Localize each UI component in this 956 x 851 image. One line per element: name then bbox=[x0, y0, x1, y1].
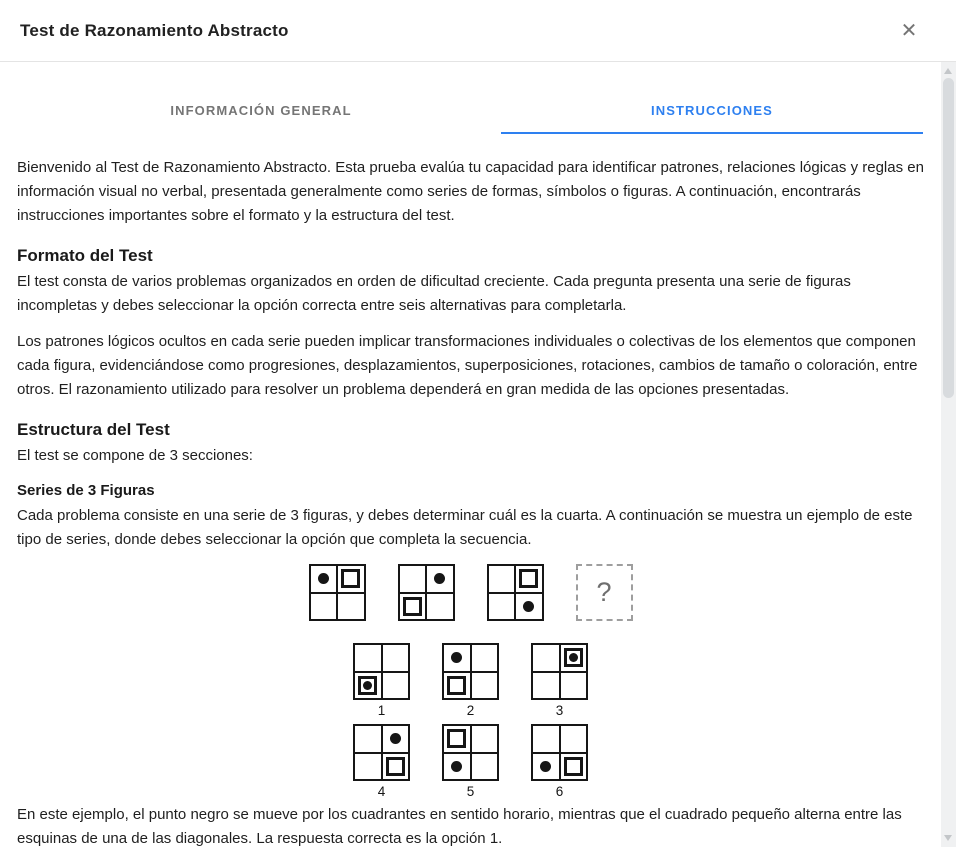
estructura-heading: Estructura del Test bbox=[17, 420, 170, 439]
figure-cell-tl bbox=[355, 645, 381, 671]
figure-cell-tr bbox=[383, 645, 409, 671]
answer-option-2 bbox=[442, 643, 499, 718]
answer-option-4 bbox=[353, 724, 410, 799]
figure-cell-tl bbox=[533, 645, 559, 671]
option-figure bbox=[442, 724, 499, 781]
tab-gap bbox=[472, 88, 501, 134]
option-figure bbox=[531, 643, 588, 700]
figure-cell-tl bbox=[355, 726, 381, 752]
figure-cell-tr bbox=[383, 726, 409, 752]
instructions-content bbox=[0, 134, 941, 851]
option-figure bbox=[353, 643, 410, 700]
figure-cell-tr bbox=[561, 645, 587, 671]
question-mark: ? bbox=[596, 577, 612, 607]
figure-cell-bl bbox=[444, 673, 470, 699]
black-dot-icon bbox=[540, 761, 551, 772]
square-with-dot-icon bbox=[358, 676, 377, 695]
option-label: 4 bbox=[377, 784, 386, 799]
black-dot-icon bbox=[451, 652, 462, 663]
option-label: 1 bbox=[377, 703, 386, 718]
figure-cell-tl bbox=[444, 726, 470, 752]
figure-cell-tr bbox=[472, 726, 498, 752]
formato-paragraph-1: El test consta de varios problemas organizados en orden de dificultad creciente. Cada pregunta presenta una serie de figuras incompletas y debes seleccionar la opción correcta entre seis alternativas para completarla. bbox=[17, 273, 851, 314]
close-icon[interactable]: ✕ bbox=[900, 19, 918, 42]
example-figure bbox=[398, 564, 455, 621]
figure-cell-br bbox=[516, 594, 542, 620]
series-heading: Series de 3 Figuras bbox=[17, 482, 155, 499]
small-square-icon bbox=[447, 729, 466, 748]
small-square-icon bbox=[386, 757, 405, 776]
black-dot-icon bbox=[390, 733, 401, 744]
black-dot-icon bbox=[363, 681, 372, 690]
black-dot-icon bbox=[434, 573, 445, 584]
formato-heading: Formato del Test bbox=[17, 246, 153, 265]
option-label: 6 bbox=[555, 784, 564, 799]
vertical-scrollbar[interactable] bbox=[941, 62, 956, 847]
small-square-icon bbox=[519, 569, 538, 588]
figure-cell-tl bbox=[533, 726, 559, 752]
scrollbar-thumb[interactable] bbox=[943, 78, 954, 398]
answer-option-6 bbox=[531, 724, 588, 799]
figure-cell-bl bbox=[533, 673, 559, 699]
answer-option-5 bbox=[442, 724, 499, 799]
figure-cell-tr bbox=[427, 566, 453, 592]
figure-cell-br bbox=[561, 673, 587, 699]
figure-cell-tr bbox=[516, 566, 542, 592]
option-label: 5 bbox=[466, 784, 475, 799]
figure-cell-bl bbox=[355, 754, 381, 780]
figure-cell-bl bbox=[400, 594, 426, 620]
example-figure bbox=[487, 564, 544, 621]
figure-cell-tr bbox=[472, 645, 498, 671]
intro-paragraph: Bienvenido al Test de Razonamiento Abstracto. Esta prueba evalúa tu capacidad para identificar patrones, relaciones lógicas y reglas en información visual no verbal, presentada generalmente como series de formas, símbolos o figuras. A continuación, encontrarás instrucciones importantes sobre el formato y la estructura del test. bbox=[17, 159, 924, 224]
option-label: 2 bbox=[466, 703, 475, 718]
scrollbar-up-arrow-icon[interactable] bbox=[944, 68, 952, 74]
series-paragraph: Cada problema consiste en una serie de 3 figuras, y debes determinar cuál es la cuarta. A continuación se muestra un ejemplo de este tipo de series, donde debes seleccionar la opción que completa la secuencia. bbox=[17, 507, 913, 548]
small-square-icon bbox=[564, 757, 583, 776]
small-square-icon bbox=[341, 569, 360, 588]
figure-cell-br bbox=[338, 594, 364, 620]
answer-option-3 bbox=[531, 643, 588, 718]
estructura-paragraph: El test se compone de 3 secciones: bbox=[17, 447, 253, 464]
figure-cell-br bbox=[383, 754, 409, 780]
small-square-icon bbox=[403, 597, 422, 616]
scrollbar-down-arrow-icon[interactable] bbox=[944, 835, 952, 841]
figure-cell-tl bbox=[489, 566, 515, 592]
figure-cell-br bbox=[427, 594, 453, 620]
example-series-row bbox=[17, 564, 924, 621]
black-dot-icon bbox=[318, 573, 329, 584]
black-dot-icon bbox=[451, 761, 462, 772]
option-figure bbox=[442, 643, 499, 700]
black-dot-icon bbox=[569, 653, 578, 662]
square-with-dot-icon bbox=[564, 648, 583, 667]
tab-instrucciones[interactable]: INSTRUCCIONES bbox=[501, 88, 923, 134]
formato-paragraph-2: Los patrones lógicos ocultos en cada serie pueden implicar transformaciones individuales o colectivas de los elementos que componen cada figura, evidenciándose como progresiones, desplazamientos, superposiciones, rotaciones, cambios de tamaño o coloración, entre otros. El razonamiento utilizado para resolver un problema dependerá en gran medida de las opciones presentadas. bbox=[17, 333, 918, 398]
placeholder-box bbox=[576, 564, 633, 621]
answer-option-1 bbox=[353, 643, 410, 718]
figure-cell-br bbox=[472, 673, 498, 699]
figure-cell-tr bbox=[338, 566, 364, 592]
figure-cell-bl bbox=[311, 594, 337, 620]
figure-cell-br bbox=[472, 754, 498, 780]
figure-cell-tl bbox=[400, 566, 426, 592]
modal-header bbox=[0, 0, 956, 62]
black-dot-icon bbox=[523, 601, 534, 612]
option-figure bbox=[353, 724, 410, 781]
options-row-1 bbox=[17, 643, 924, 718]
conclusion-paragraph: En este ejemplo, el punto negro se mueve por los cuadrantes en sentido horario, mientras que el cuadrado pequeño alterna entre las esquinas de una de las diagonales. La respuesta correcta es la opción 1. bbox=[17, 806, 902, 847]
figure-cell-bl bbox=[533, 754, 559, 780]
figure-cell-bl bbox=[355, 673, 381, 699]
figure-cell-tl bbox=[311, 566, 337, 592]
figure-cell-tr bbox=[561, 726, 587, 752]
options-row-2 bbox=[17, 724, 924, 799]
option-figure bbox=[531, 724, 588, 781]
figure-cell-br bbox=[383, 673, 409, 699]
figure-cell-tl bbox=[444, 645, 470, 671]
figure-cell-bl bbox=[444, 754, 470, 780]
figure-cell-br bbox=[561, 754, 587, 780]
modal-title: Test de Razonamiento Abstracto bbox=[20, 20, 289, 40]
figure-cell-bl bbox=[489, 594, 515, 620]
tab-bar bbox=[50, 88, 923, 134]
small-square-icon bbox=[447, 676, 466, 695]
tab-informacion-general[interactable]: INFORMACIÓN GENERAL bbox=[170, 102, 352, 118]
example-figure bbox=[309, 564, 366, 621]
option-label: 3 bbox=[555, 703, 564, 718]
